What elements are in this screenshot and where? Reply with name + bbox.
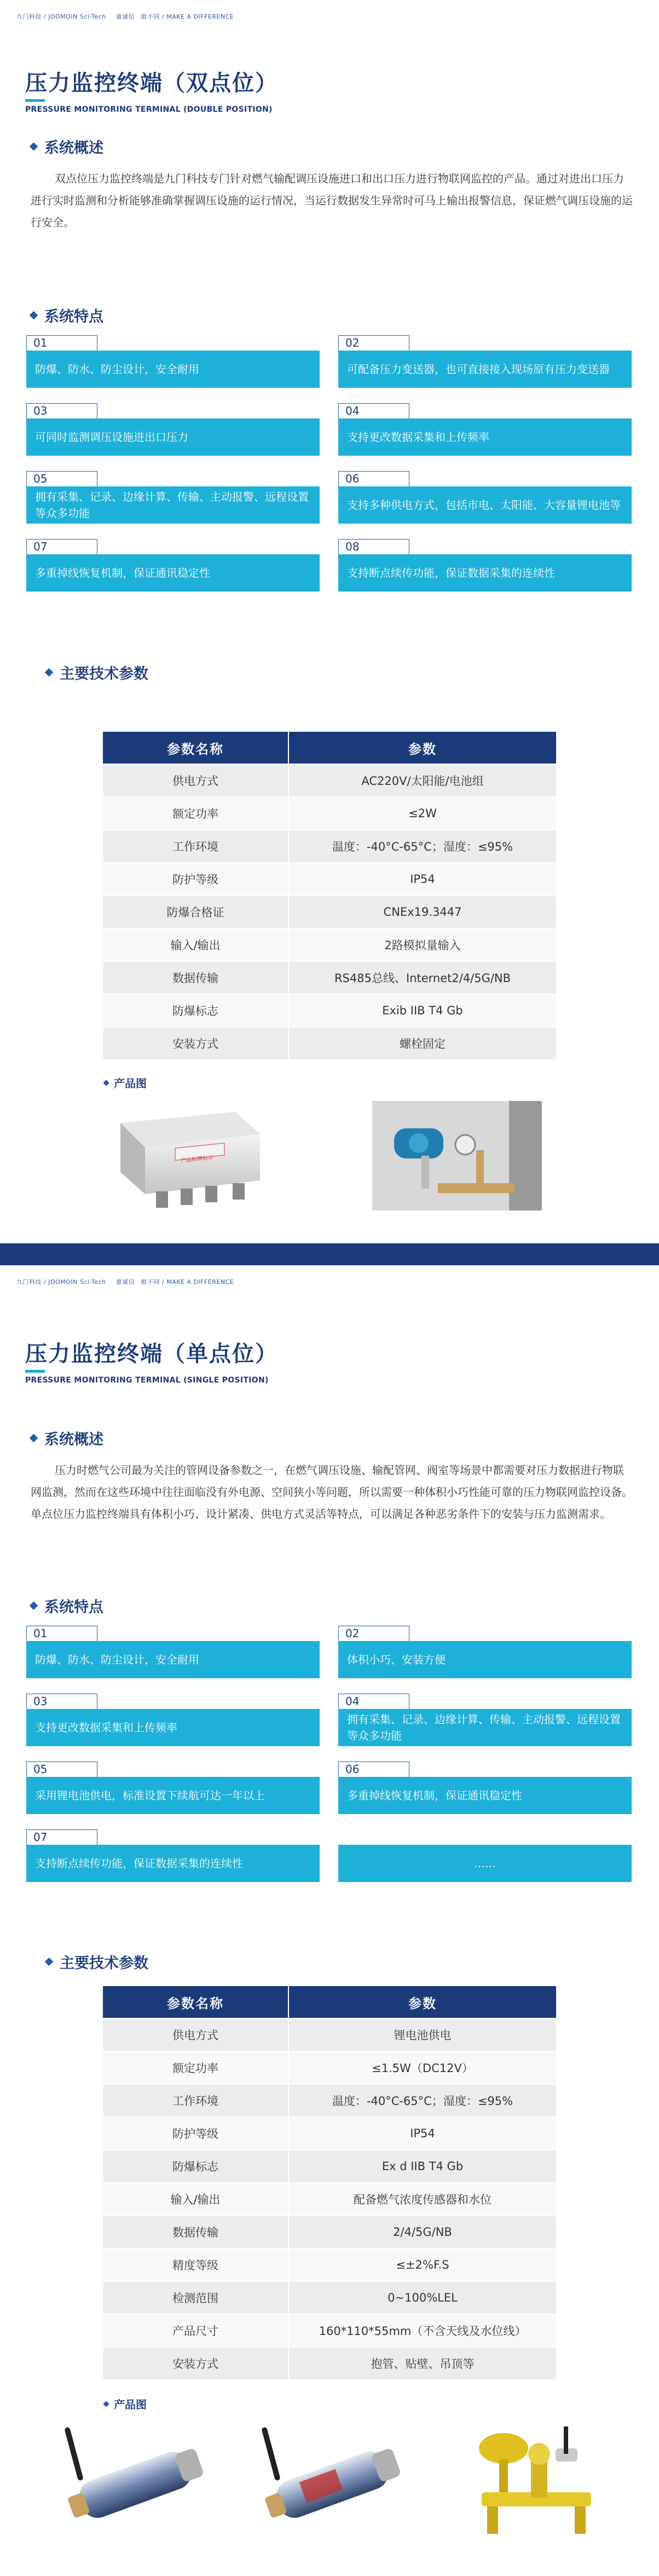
- spec-value: 温度：-40°C-65°C；湿度：≤95%: [288, 2084, 557, 2117]
- column-header: 参数名称: [102, 731, 288, 764]
- features-heading: [31, 305, 103, 326]
- overview-heading-text: 系统概述: [44, 140, 103, 157]
- product-box-label: 产品标牌标示: [181, 1155, 213, 1164]
- overview-heading: [31, 136, 103, 157]
- table-row: [102, 2347, 557, 2380]
- brand-text: 九门科技 / JOOMOIN Sci-Tech: [16, 1278, 106, 1286]
- feature-text: 采用锂电池供电，标准设置下续航可达一年以上: [26, 1777, 320, 1814]
- topline: [16, 1277, 241, 1286]
- product-label: [104, 2396, 147, 2412]
- feature-number: 07: [26, 539, 97, 554]
- spec-value: ≤±2%F.S: [288, 2248, 557, 2281]
- cylinder-device-image: [55, 2421, 219, 2541]
- spec-value: 0~100%LEL: [288, 2281, 557, 2314]
- table-row: [102, 2183, 557, 2216]
- table-row: [102, 2117, 557, 2150]
- feature-text: 多重掉线恢复机制，保证通讯稳定性: [338, 1777, 632, 1814]
- spec-table: [102, 1985, 557, 2380]
- title-block: [25, 66, 278, 114]
- spec-name: 产品尺寸: [102, 2314, 288, 2347]
- slogan-text: 重诚信 敢不同 / MAKE A DIFFERENCE: [115, 13, 234, 20]
- feature-text: 支持断点续传功能，保证数据采集的连续性: [26, 1845, 320, 1882]
- table-row: [102, 994, 557, 1027]
- spec-value: 配备燃气浓度传感器和水位: [288, 2183, 557, 2216]
- overview-text: 压力时燃气公司最为关注的管网设备参数之一，在燃气调压设施、输配管网、阀室等场景中都需要对压力数据进行物联网监测，然而在这些环境中往往面临没有外电源、空间狭小等问题，所以需要一种体积小巧性能可靠的压力物联网监控设备。单点位压力监控终端具有体积小巧、设计紧凑、供电方式灵活等特点，可以满足各种恶劣条件下的安装与压力监测需求。: [31, 1464, 633, 1521]
- section-double-position: [0, 0, 659, 1265]
- feature-number: 07: [26, 1829, 97, 1845]
- feature-item: [338, 335, 632, 388]
- page-title: 压力监控终端（单点位）: [25, 1341, 278, 1367]
- feature-text: 防爆、防水、防尘设计，安全耐用: [26, 351, 320, 388]
- feature-number: 03: [26, 1694, 97, 1709]
- feature-text: 拥有采集、记录、边缘计算、传输、主动报警、远程设置等众多功能: [26, 486, 320, 524]
- feature-number: 08: [338, 539, 409, 554]
- diamond-icon: [30, 142, 38, 151]
- spec-value: 2路模拟量输入: [288, 928, 557, 961]
- feature-text: 可配备压力变送器，也可直接接入现场原有压力变送器: [338, 351, 632, 388]
- overview-heading-text: 系统概述: [44, 1431, 103, 1448]
- topline: [16, 12, 241, 21]
- feature-number: 02: [338, 1626, 409, 1641]
- feature-text: 支持更改数据采集和上传频率: [26, 1709, 320, 1746]
- table-row: [102, 863, 557, 896]
- table-row: [102, 2150, 557, 2183]
- feature-number: 04: [338, 1694, 409, 1709]
- table-row: [102, 764, 557, 797]
- feature-text: 体积小巧、安装方便: [338, 1641, 632, 1678]
- table-row: [102, 928, 557, 961]
- spec-name: 输入/输出: [102, 2183, 288, 2216]
- spec-value: ≤1.5W（DC12V）: [288, 2051, 557, 2084]
- feature-number: 05: [26, 471, 97, 486]
- spec-name: 防护等级: [102, 863, 288, 896]
- feature-item: [26, 1694, 320, 1746]
- spec-value: 锂电池供电: [288, 2018, 557, 2051]
- table-row: [102, 896, 557, 928]
- specs-heading-text: 主要技术参数: [60, 1955, 148, 1972]
- slogan-text: 重诚信 敢不同 / MAKE A DIFFERENCE: [115, 1278, 234, 1286]
- feature-number: 05: [26, 1762, 97, 1777]
- spec-name: 防爆标志: [102, 994, 288, 1027]
- spec-value: Exib IIB T4 Gb: [288, 994, 557, 1027]
- page-subtitle: PRESSURE MONITORING TERMINAL (SINGLE POSITION): [25, 1376, 269, 1385]
- diamond-icon: [45, 668, 54, 677]
- spec-value: 160*110*55mm（不含天线及水位线）: [288, 2314, 557, 2347]
- table-header-row: [102, 1986, 557, 2018]
- product-label: [104, 1075, 147, 1091]
- diamond-icon: [103, 2401, 109, 2407]
- features-heading-text: 系统特点: [44, 308, 103, 325]
- table-row: [102, 2216, 557, 2248]
- product-label-text: 产品图: [114, 1077, 147, 1090]
- table-header-row: [102, 731, 557, 764]
- features-heading: [31, 1595, 103, 1616]
- diamond-icon: [30, 311, 38, 320]
- title-block: [25, 1336, 278, 1385]
- spec-name: 额定功率: [102, 797, 288, 830]
- regulator-assembly-image: [471, 2416, 602, 2547]
- transmitter-image: [372, 1101, 542, 1210]
- feature-item: [26, 1762, 320, 1814]
- section-divider-bar: [0, 1243, 659, 1265]
- specs-heading-text: 主要技术参数: [60, 665, 148, 682]
- spec-value: AC220V/太阳能/电池组: [288, 764, 557, 797]
- overview-text: 双点位压力监控终端是九门科技专门针对燃气输配调压设施进口和出口压力进行物联网监控的产品。通过对进出口压力进行实时监测和分析能够准确掌握调压设施的运行情况，当运行数据发生异常时可马上输出报警信息，保证燃气调压设施的运行安全。: [31, 172, 633, 229]
- feature-number: 04: [338, 403, 409, 418]
- spec-value: 螺栓固定: [288, 1027, 557, 1060]
- page-subtitle: PRESSURE MONITORING TERMINAL (DOUBLE POSITION): [25, 105, 273, 114]
- feature-number: 06: [338, 1762, 409, 1777]
- spec-name: 工作环境: [102, 2084, 288, 2117]
- spec-name: 安装方式: [102, 2347, 288, 2380]
- spec-name: 防爆标志: [102, 2150, 288, 2183]
- title-underline: [25, 99, 45, 102]
- overview-heading: [31, 1427, 103, 1449]
- spec-name: 数据传输: [102, 2216, 288, 2248]
- feature-item: [338, 403, 632, 456]
- features-heading-text: 系统特点: [44, 1599, 103, 1616]
- table-row: [102, 2281, 557, 2314]
- feature-number: 01: [26, 1626, 97, 1641]
- table-row: [102, 961, 557, 994]
- junction-box-image: [104, 1101, 268, 1210]
- table-row: [102, 2084, 557, 2117]
- spec-name: 额定功率: [102, 2051, 288, 2084]
- table-row: [102, 2248, 557, 2281]
- feature-text: 可同时监测调压设施进出口压力: [26, 418, 320, 456]
- spec-name: 精度等级: [102, 2248, 288, 2281]
- feature-number: 02: [338, 335, 409, 351]
- spec-name: 工作环境: [102, 830, 288, 863]
- feature-text: 支持多种供电方式，包括市电、太阳能、大容量锂电池等: [338, 486, 632, 524]
- spec-name: 检测范围: [102, 2281, 288, 2314]
- feature-number: 06: [338, 471, 409, 486]
- spec-name: 防护等级: [102, 2117, 288, 2150]
- feature-item: [26, 403, 320, 456]
- feature-item: [338, 539, 632, 592]
- spec-name: 输入/输出: [102, 928, 288, 961]
- table-row: [102, 2018, 557, 2051]
- title-underline: [25, 1370, 45, 1373]
- section-single-position: [0, 1265, 659, 2576]
- diamond-icon: [30, 1434, 38, 1443]
- feature-text: ……: [338, 1845, 632, 1882]
- spec-name: 供电方式: [102, 2018, 288, 2051]
- spec-name: 供电方式: [102, 764, 288, 797]
- feature-number: 03: [26, 403, 97, 418]
- brand-text: 九门科技 / JOOMOIN Sci-Tech: [16, 13, 106, 20]
- feature-item: [26, 335, 320, 388]
- specs-heading: [46, 1951, 148, 1972]
- column-header: 参数: [288, 1986, 557, 2018]
- column-header: 参数名称: [102, 1986, 288, 2018]
- cylinder-device-cutaway-image: [252, 2421, 416, 2541]
- diamond-icon: [45, 1958, 54, 1966]
- feature-item: [26, 539, 320, 592]
- feature-item: [26, 471, 320, 524]
- spec-value: CNEx19.3447: [288, 896, 557, 928]
- spec-value: 温度：-40°C-65°C；湿度：≤95%: [288, 830, 557, 863]
- feature-text: 防爆、防水、防尘设计，安全耐用: [26, 1641, 320, 1678]
- feature-item: [338, 471, 632, 524]
- spec-value: IP54: [288, 863, 557, 896]
- spec-name: 安装方式: [102, 1027, 288, 1060]
- page-title: 压力监控终端（双点位）: [25, 71, 278, 96]
- table-row: [102, 830, 557, 863]
- feature-text: 支持更改数据采集和上传频率: [338, 418, 632, 456]
- product-label-text: 产品图: [114, 2398, 147, 2411]
- feature-number: 01: [26, 335, 97, 351]
- spec-value: IP54: [288, 2117, 557, 2150]
- spec-value: ≤2W: [288, 797, 557, 830]
- feature-item: [26, 1626, 320, 1678]
- table-row: [102, 1027, 557, 1060]
- diamond-icon: [103, 1080, 109, 1086]
- spec-name: 数据传输: [102, 961, 288, 994]
- specs-heading: [46, 662, 148, 683]
- feature-item: [338, 1694, 632, 1746]
- spec-value: Ex d IIB T4 Gb: [288, 2150, 557, 2183]
- feature-text: 支持断点续传功能，保证数据采集的连续性: [338, 554, 632, 592]
- spec-value: 抱管、贴壁、吊顶等: [288, 2347, 557, 2380]
- spec-name: 防爆合格证: [102, 896, 288, 928]
- spec-value: 2/4/5G/NB: [288, 2216, 557, 2248]
- spec-table: [102, 731, 557, 1060]
- table-row: [102, 2314, 557, 2347]
- feature-item: [338, 1845, 632, 1882]
- feature-item: [338, 1626, 632, 1678]
- feature-item: [26, 1829, 320, 1882]
- table-row: [102, 2051, 557, 2084]
- table-row: [102, 797, 557, 830]
- feature-text: 多重掉线恢复机制，保证通讯稳定性: [26, 554, 320, 592]
- feature-text: 拥有采集、记录、边缘计算、传输、主动报警、远程设置等众多功能: [338, 1709, 632, 1746]
- spec-value: RS485总线、Internet2/4/5G/NB: [288, 961, 557, 994]
- feature-item: [338, 1762, 632, 1814]
- column-header: 参数: [288, 731, 557, 764]
- diamond-icon: [30, 1602, 38, 1610]
